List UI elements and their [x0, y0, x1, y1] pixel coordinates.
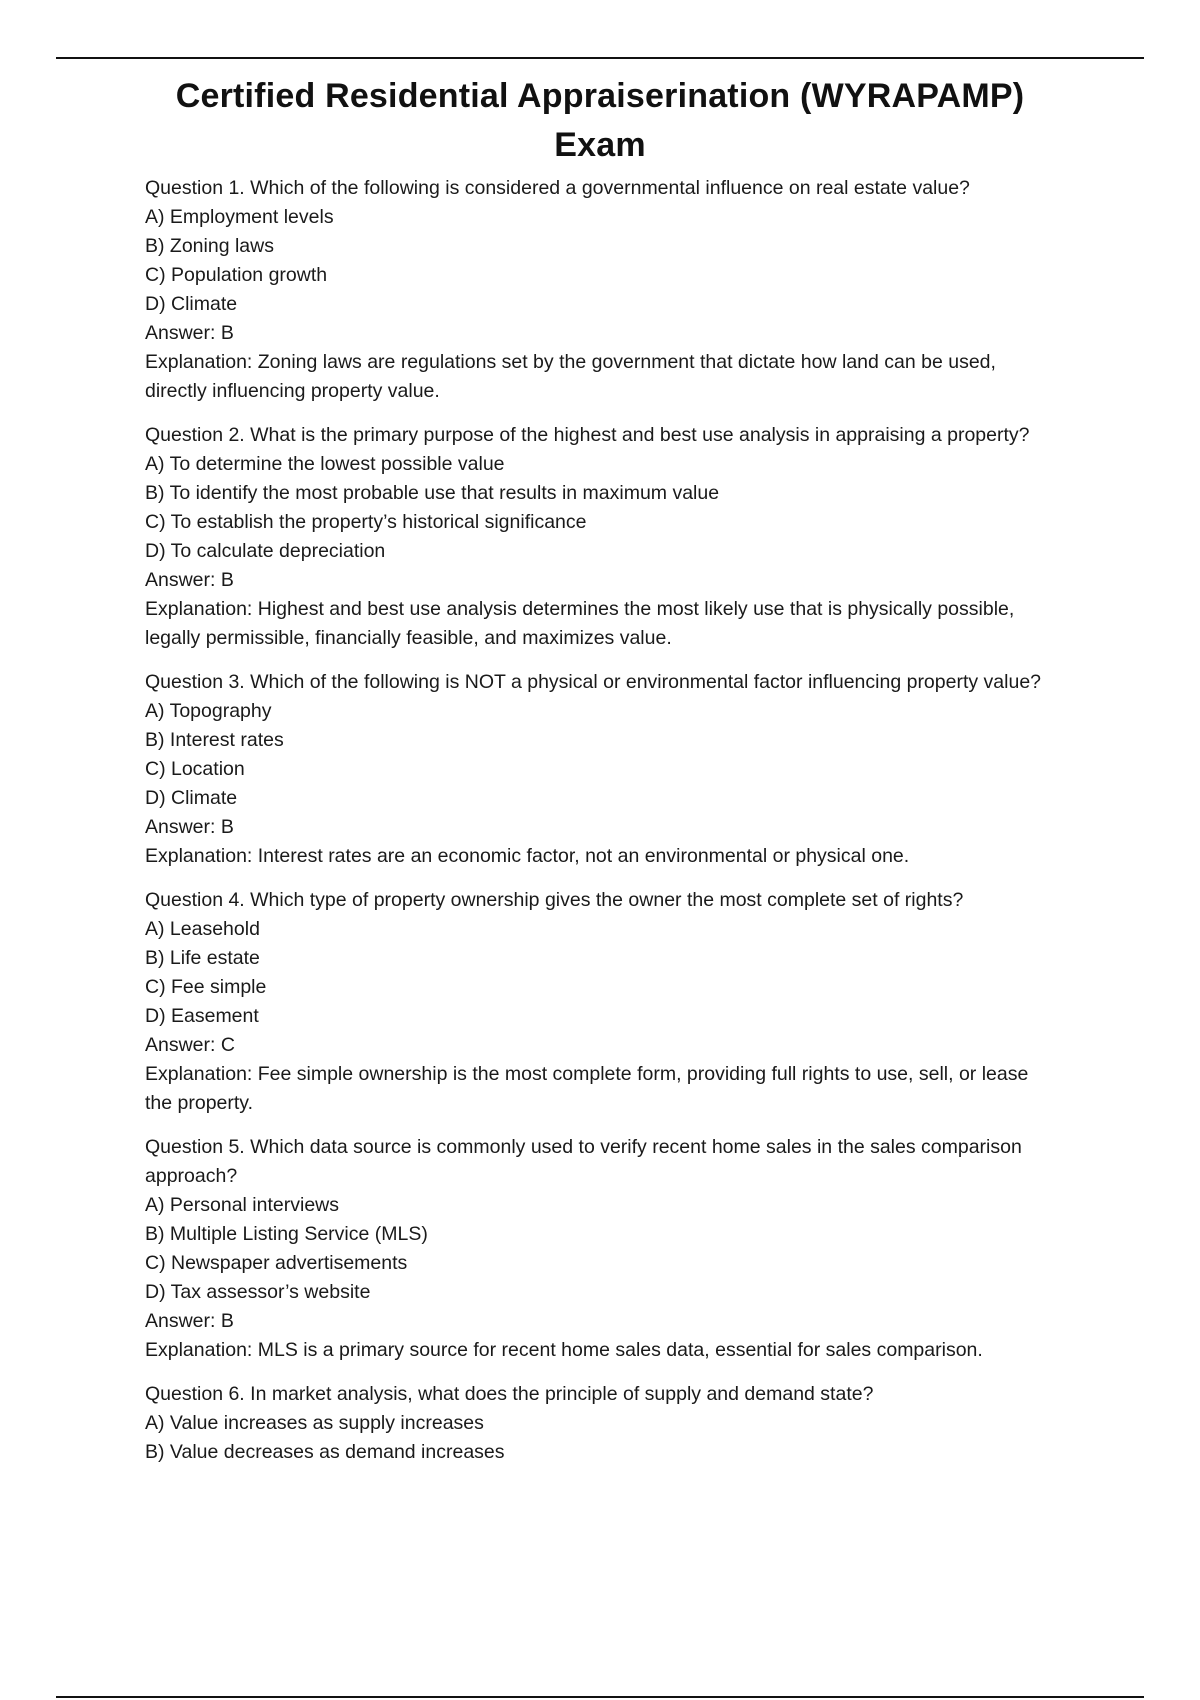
question-block	[145, 174, 1055, 406]
answer-options	[145, 697, 1055, 813]
option-a: A) Topography	[145, 700, 272, 722]
option-c: C) To establish the property’s historical significance	[145, 511, 587, 533]
question-block	[145, 1133, 1055, 1365]
explanation-text: Explanation: Fee simple ownership is the most complete form, providing full rights to use, sell, or lease the property.	[145, 1063, 1029, 1114]
explanation-text: Explanation: Interest rates are an economic factor, not an environmental or physical one.	[145, 845, 910, 867]
question-text: Question 6. In market analysis, what does the principle of supply and demand state?	[145, 1383, 874, 1405]
answer-text: Answer: B	[145, 1310, 234, 1332]
option-c: C) Newspaper advertisements	[145, 1252, 408, 1274]
option-b: B) Interest rates	[145, 729, 284, 751]
option-c: C) Fee simple	[145, 976, 267, 998]
option-c: C) Population growth	[145, 264, 328, 286]
question-block	[145, 668, 1055, 871]
option-c: C) Location	[145, 758, 245, 780]
question-text: Question 1. Which of the following is considered a governmental influence on real estate value?	[145, 177, 970, 199]
explanation-text: Explanation: Highest and best use analysis determines the most likely use that is physically possible, legally permissible, financially feasible, and maximizes value.	[145, 598, 1015, 649]
question-text: Question 3. Which of the following is NOT a physical or environmental factor influencing property value?	[145, 671, 1042, 693]
option-b: B) Multiple Listing Service (MLS)	[145, 1223, 428, 1245]
answer-text: Answer: C	[145, 1034, 235, 1056]
top-rule	[56, 57, 1144, 59]
option-b: B) Value decreases as demand increases	[145, 1441, 505, 1463]
question-block	[145, 421, 1055, 653]
question-block	[145, 886, 1055, 1118]
explanation-text: Explanation: Zoning laws are regulations set by the government that dictate how land can be used, directly influencing property value.	[145, 351, 996, 402]
option-d: D) To calculate depreciation	[145, 540, 386, 562]
question-text: Question 4. Which type of property ownership gives the owner the most complete set of rights?	[145, 889, 964, 911]
bottom-rule	[56, 1696, 1144, 1698]
answer-options	[145, 1191, 1055, 1307]
option-a: A) Employment levels	[145, 206, 334, 228]
option-a: A) To determine the lowest possible value	[145, 453, 505, 475]
option-d: D) Easement	[145, 1005, 259, 1027]
option-b: B) To identify the most probable use that results in maximum value	[145, 482, 720, 504]
question-text: Question 5. Which data source is commonly used to verify recent home sales in the sales comparison approach?	[145, 1136, 1022, 1187]
document-page	[145, 72, 1055, 1482]
question-text: Question 2. What is the primary purpose of the highest and best use analysis in appraising a property?	[145, 424, 1030, 446]
answer-options	[145, 450, 1055, 566]
answer-text: Answer: B	[145, 816, 234, 838]
option-a: A) Personal interviews	[145, 1194, 339, 1216]
page-title: Certified Residential Appraiserination (WYRAPAMP) Exam	[175, 77, 1025, 164]
answer-text: Answer: B	[145, 569, 234, 591]
question-block	[145, 1380, 1055, 1467]
option-a: A) Leasehold	[145, 918, 260, 940]
option-d: D) Climate	[145, 787, 238, 809]
option-a: A) Value increases as supply increases	[145, 1412, 484, 1434]
option-d: D) Climate	[145, 293, 238, 315]
option-b: B) Zoning laws	[145, 235, 274, 257]
option-d: D) Tax assessor’s website	[145, 1281, 371, 1303]
explanation-text: Explanation: MLS is a primary source for recent home sales data, essential for sales comparison.	[145, 1339, 983, 1361]
option-b: B) Life estate	[145, 947, 260, 969]
answer-options	[145, 203, 1055, 319]
answer-options	[145, 915, 1055, 1031]
answer-text: Answer: B	[145, 322, 234, 344]
answer-options	[145, 1409, 1055, 1467]
